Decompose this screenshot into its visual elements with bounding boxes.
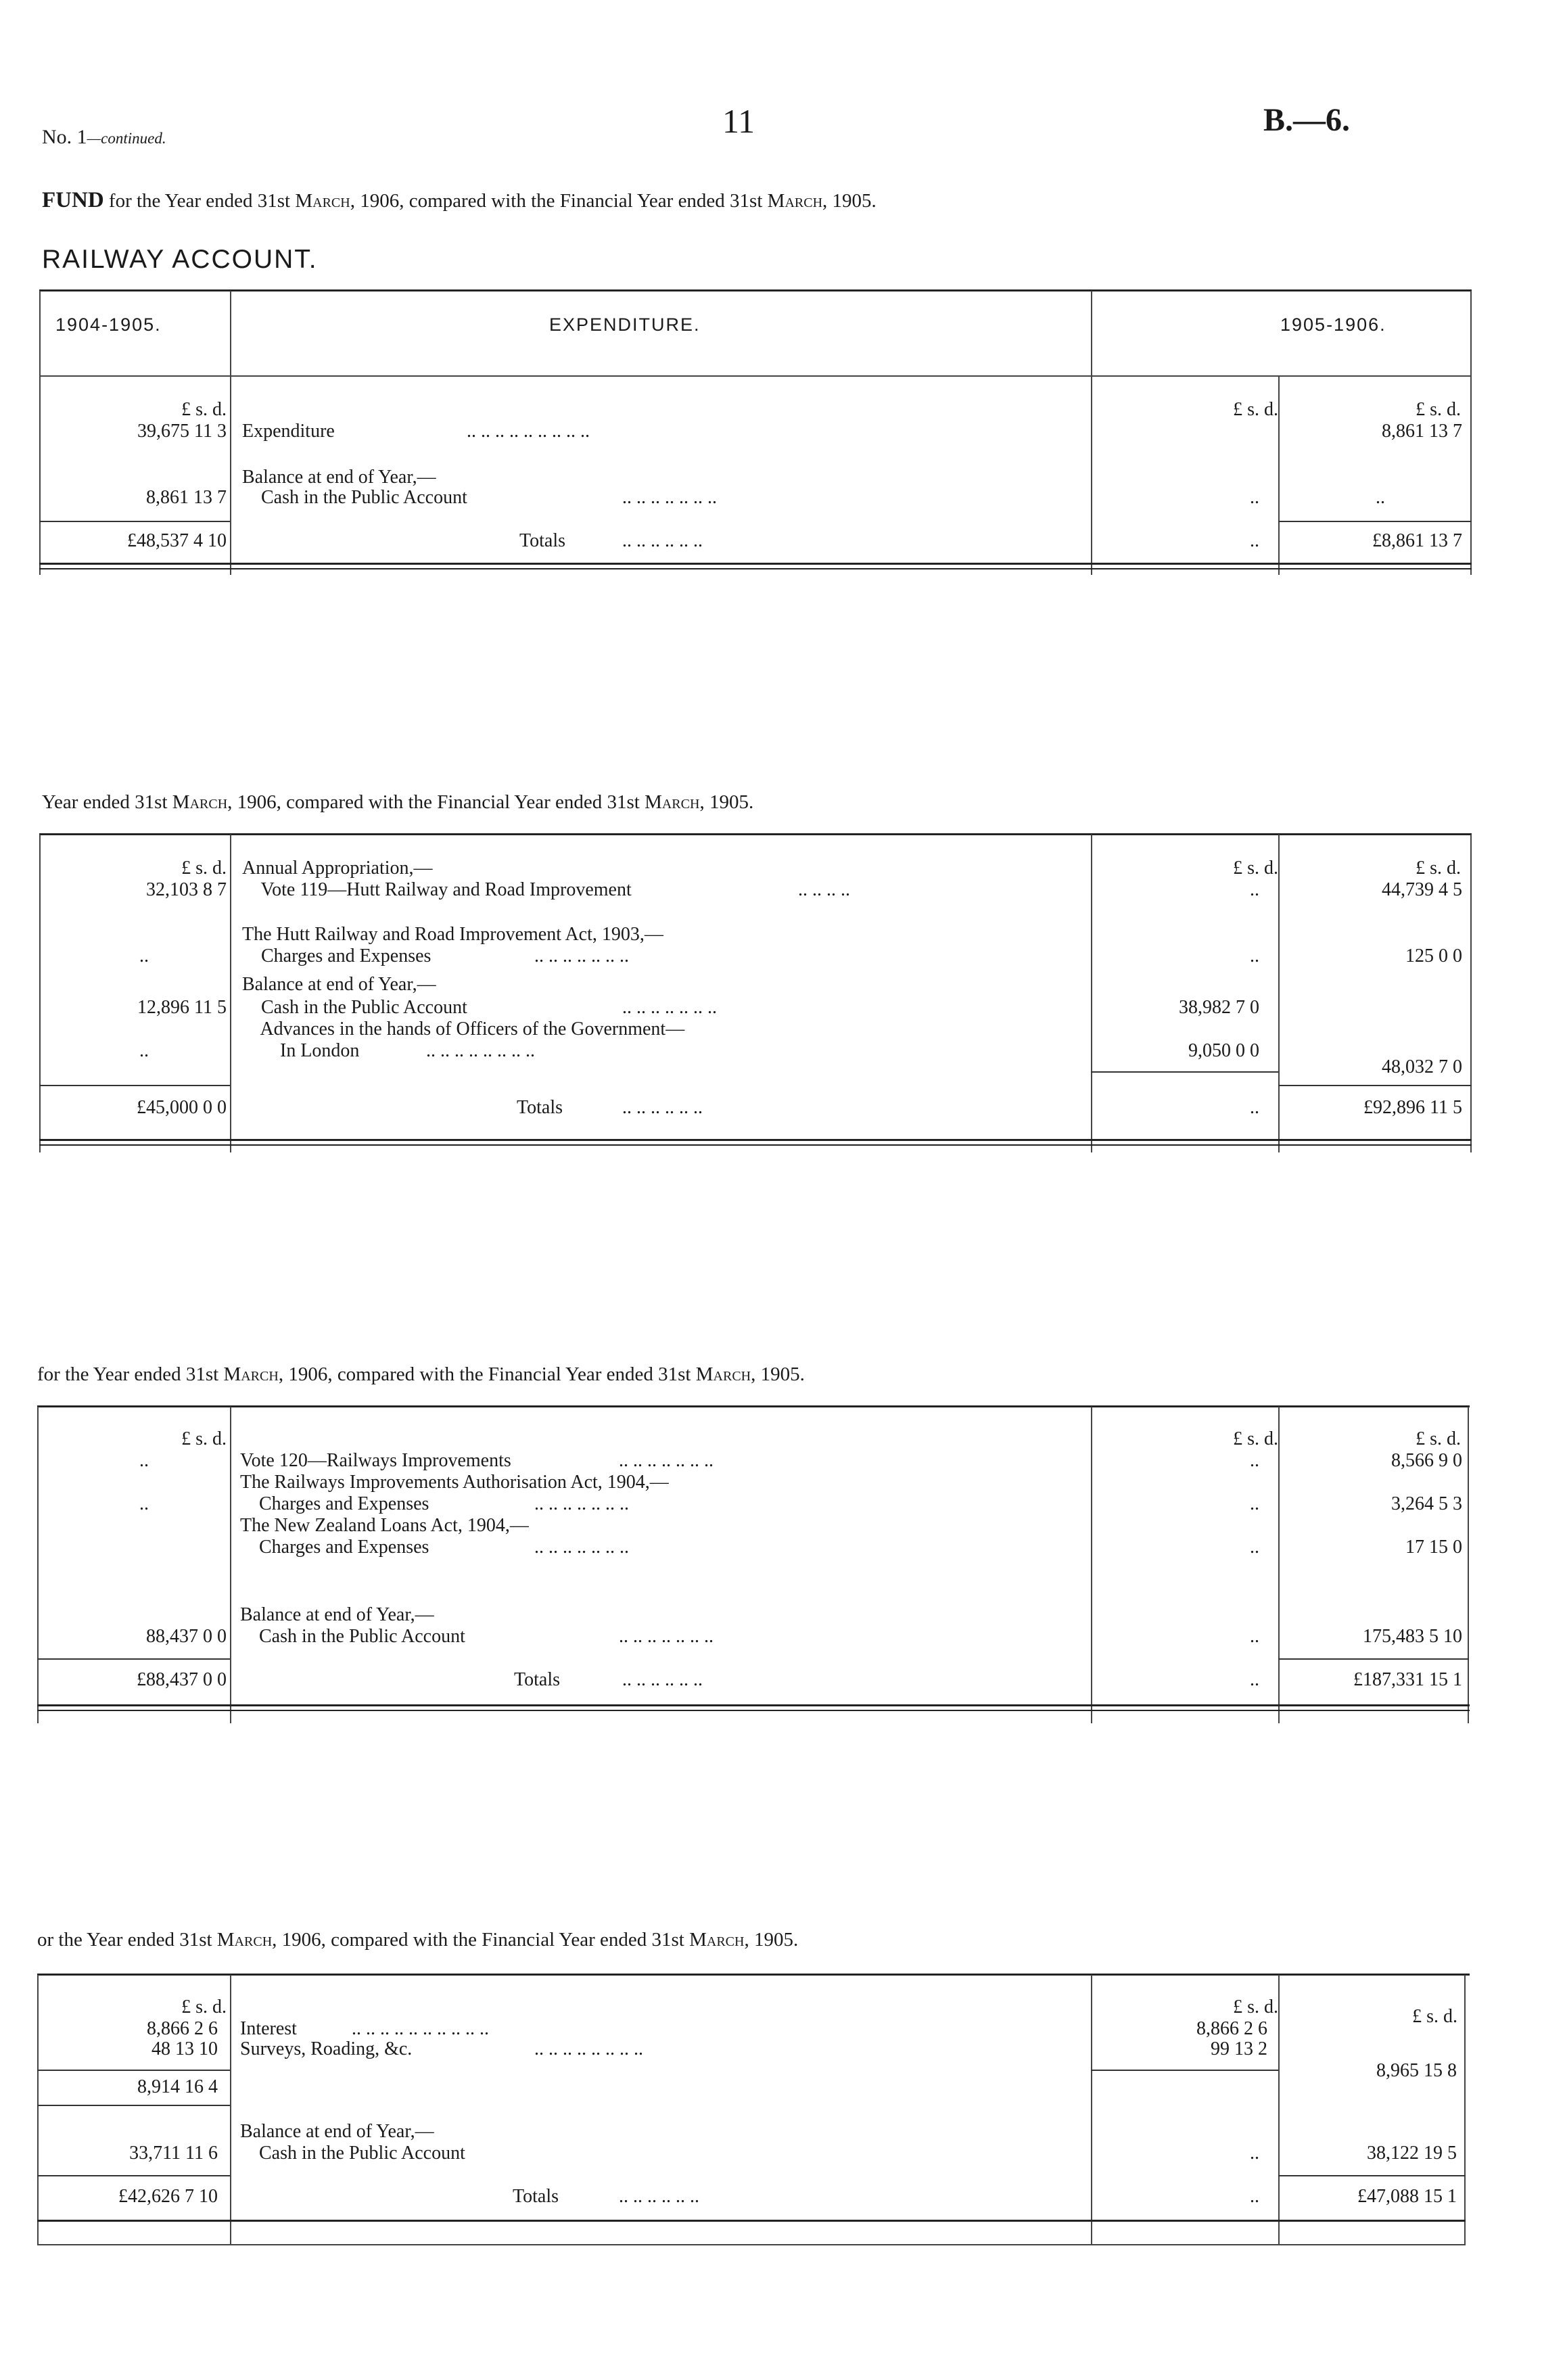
amount-mid: 9,050 0 0: [1188, 1040, 1259, 1061]
total-1906: £187,331 15 1: [1353, 1669, 1462, 1690]
amount-1906: 8,566 9 0: [1391, 1450, 1462, 1471]
column-header-expenditure: EXPENDITURE.: [549, 314, 701, 335]
column-divider: [1278, 1975, 1280, 2245]
leader-dots: .. .. .. .. .. .. .. .. ..: [467, 421, 590, 442]
column-divider: [1278, 1407, 1280, 1723]
totals-label: Totals: [517, 1097, 563, 1118]
totals-label: Totals: [514, 1669, 561, 1690]
row-label: Vote 120—Railways Improvements: [240, 1450, 511, 1471]
title-month: March: [216, 1929, 273, 1951]
paper-code: B.—6.: [1263, 102, 1351, 138]
row-label: Cash in the Public Account: [242, 487, 467, 508]
title-text: for the Year ended 31st: [37, 1363, 224, 1385]
table-rule: [1278, 2175, 1466, 2176]
total-1905: £48,537 4 10: [127, 530, 227, 551]
table-rule: [39, 568, 1472, 569]
amount-1905: 33,711 11 6: [129, 2143, 218, 2164]
row-label: Charges and Expenses: [242, 946, 431, 966]
leader-dots: .. .. .. .. .. .. ..: [622, 997, 717, 1018]
title-text: , 1906, compared with the Financial Year ended 31st: [278, 1363, 696, 1385]
units-label: £ s. d.: [1233, 1997, 1278, 2017]
table-rule: [39, 521, 230, 522]
column-divider: [1091, 291, 1092, 575]
amount-1906: 8,861 13 7: [1382, 421, 1462, 442]
table-rule: [37, 1704, 1470, 1706]
amount-mid: ..: [1250, 487, 1259, 508]
leader-dots: .. .. .. .. .. .. .. ..: [534, 2038, 643, 2059]
row-label: Charges and Expenses: [240, 1537, 429, 1558]
table-rule: [39, 1085, 230, 1086]
page-number: 11: [722, 102, 755, 140]
title-text: Year ended 31st: [42, 791, 172, 813]
amount-1906: 8,965 15 8: [1376, 2060, 1457, 2081]
amount-mid: ..: [1250, 1097, 1259, 1118]
amount-1905: ..: [139, 1040, 149, 1061]
amount-1905: 48 13 10: [151, 2038, 218, 2059]
title-month: March: [295, 190, 350, 212]
table-rule: [37, 1974, 1470, 1976]
table-rule: [39, 833, 1472, 835]
leader-dots: .. .. .. .. .. .. ..: [534, 946, 629, 966]
row-label: Surveys, Roading, &c.: [240, 2038, 413, 2059]
table-rule: [37, 1405, 1470, 1407]
title-month: March: [695, 1363, 751, 1385]
row-label: Balance at end of Year,—: [240, 2121, 434, 2142]
amount-1906: 38,122 19 5: [1367, 2143, 1457, 2164]
continued-heading: [42, 126, 166, 149]
units-label: £ s. d.: [181, 858, 227, 879]
column-divider: [230, 291, 231, 575]
amount-1905: 12,896 11 5: [137, 997, 227, 1018]
units-label: £ s. d.: [1233, 1428, 1278, 1449]
amount-1905: ..: [139, 1450, 149, 1471]
row-label: Charges and Expenses: [240, 1493, 429, 1514]
amount-1906: 175,483 5 10: [1363, 1626, 1462, 1647]
total-1905: £42,626 7 10: [118, 2186, 218, 2207]
table-rule: [37, 2070, 230, 2071]
leader-dots: .. .. .. .. .. .. .. ..: [426, 1040, 535, 1061]
leader-dots: .. .. .. .. .. .. ..: [619, 1626, 714, 1647]
column-header-1904-1905: 1904-1905.: [55, 314, 162, 335]
table-rule: [39, 1144, 1472, 1146]
amount-mid: ..: [1250, 530, 1259, 551]
units-label: £ s. d.: [1233, 858, 1278, 879]
amount-1905: ..: [139, 946, 149, 966]
leader-dots: .. .. .. .. .. .. ..: [622, 487, 717, 508]
row-label: Vote 119—Hutt Railway and Road Improvement: [242, 879, 632, 900]
column-divider: [1470, 835, 1472, 1152]
amount-1905: ..: [139, 1493, 149, 1514]
row-label: Annual Appropriation,—: [242, 858, 433, 879]
title-month: March: [689, 1929, 745, 1951]
table-rule: [37, 1658, 230, 1660]
amount-1905: 88,437 0 0: [146, 1626, 227, 1647]
table-rule: [39, 1139, 1472, 1141]
amount-1906: 3,264 5 3: [1391, 1493, 1462, 1514]
column-divider: [1091, 1975, 1092, 2245]
amount-mid: ..: [1250, 946, 1259, 966]
column-header-1905-1906: 1905-1906.: [1280, 314, 1386, 335]
fund-word: FUND: [42, 188, 104, 212]
total-1905: £88,437 0 0: [137, 1669, 227, 1690]
section-title: [42, 791, 753, 814]
amount-mid: ..: [1250, 1450, 1259, 1471]
amount-1905: 8,914 16 4: [137, 2076, 218, 2097]
table-rule: [37, 2244, 1466, 2245]
amount-mid: 8,866 2 6: [1196, 2018, 1267, 2039]
row-label: In London: [242, 1040, 360, 1061]
table-rule: [37, 2175, 230, 2176]
row-label: Interest: [240, 2018, 297, 2039]
units-label: £ s. d.: [1416, 399, 1461, 420]
title-text: , 1905.: [744, 1929, 799, 1951]
units-label: £ s. d.: [181, 399, 227, 420]
units-label: £ s. d.: [1416, 858, 1461, 879]
document-number: No. 1: [42, 126, 87, 148]
amount-1906: 44,739 4 5: [1382, 879, 1462, 900]
leader-dots: .. .. .. .. .. .. ..: [534, 1493, 629, 1514]
column-divider: [1091, 835, 1092, 1152]
table-rule: [39, 563, 1472, 565]
amount-1905: 8,866 2 6: [147, 2018, 218, 2039]
totals-label: Totals: [513, 2186, 559, 2207]
column-divider: [1091, 1407, 1092, 1723]
fund-title: [42, 188, 877, 213]
table-rule: [39, 289, 1472, 291]
leader-dots: .. .. .. .. .. .. .. .. .. ..: [352, 2018, 489, 2039]
row-label: Cash in the Public Account: [240, 2143, 465, 2164]
units-label: £ s. d.: [181, 1997, 227, 2017]
column-divider: [1470, 291, 1472, 575]
title-text: , 1905.: [751, 1363, 805, 1385]
column-divider: [230, 1407, 231, 1723]
table-rule: [1278, 521, 1472, 522]
amount-1906: 17 15 0: [1405, 1537, 1462, 1558]
table-rule: [39, 375, 1472, 377]
title-text: for the Year ended 31st: [103, 190, 296, 212]
amount-1905: 32,103 8 7: [146, 879, 227, 900]
amount-mid: ..: [1250, 2143, 1259, 2164]
leader-dots: .. .. .. .. .. ..: [622, 1669, 703, 1690]
row-label: Balance at end of Year,—: [242, 974, 436, 995]
table-rule: [37, 2105, 230, 2106]
leader-dots: .. .. .. .. .. ..: [622, 1097, 703, 1118]
title-text: or the Year ended 31st: [37, 1929, 217, 1951]
totals-label: Totals: [519, 530, 566, 551]
amount-1905: 39,675 11 3: [137, 421, 227, 442]
continued-label: —continued.: [87, 130, 166, 147]
account-title: RAILWAY ACCOUNT.: [42, 245, 318, 274]
row-label: Balance at end of Year,—: [240, 1604, 434, 1625]
column-divider: [1468, 1407, 1469, 1723]
table-rule: [1278, 1658, 1469, 1660]
column-divider: [1464, 1975, 1466, 2245]
units-label: £ s. d.: [1233, 399, 1278, 420]
column-divider: [230, 1975, 231, 2245]
leader-dots: .. .. .. .. .. ..: [619, 2186, 699, 2207]
amount-1906: 125 0 0: [1405, 946, 1462, 966]
total-1906: £47,088 15 1: [1357, 2186, 1457, 2207]
total-1906: £8,861 13 7: [1372, 530, 1462, 551]
row-label: Balance at end of Year,—: [242, 467, 436, 488]
column-divider: [37, 1975, 39, 2245]
title-text: , 1906, compared with the Financial Year ended 31st: [227, 791, 645, 813]
row-label: Cash in the Public Account: [242, 997, 467, 1018]
units-label: £ s. d.: [181, 1428, 227, 1449]
title-text: , 1905.: [822, 190, 877, 212]
title-month: March: [172, 791, 228, 813]
title-month: March: [645, 791, 700, 813]
amount-mid: 99 13 2: [1211, 2038, 1267, 2059]
amount-mid: ..: [1250, 1537, 1259, 1558]
units-label: £ s. d.: [1412, 2006, 1457, 2027]
row-label: The Railways Improvements Authorisation Act, 1904,—: [240, 1472, 669, 1493]
column-divider: [37, 1407, 39, 1723]
total-1905: £45,000 0 0: [137, 1097, 227, 1118]
table-rule: [1091, 2070, 1278, 2071]
column-divider: [1278, 835, 1280, 1152]
table-rule: [1091, 1071, 1278, 1073]
title-text: , 1905.: [699, 791, 754, 813]
title-text: , 1906, compared with the Financial Year ended 31st: [272, 1929, 690, 1951]
row-label: Cash in the Public Account: [240, 1626, 465, 1647]
row-label: The Hutt Railway and Road Improvement Act, 1903,—: [242, 924, 663, 945]
amount-mid: ..: [1250, 1626, 1259, 1647]
section-title: [37, 1363, 805, 1386]
column-divider: [1278, 375, 1280, 575]
table-rule: [37, 1710, 1470, 1711]
section-title: [37, 1929, 798, 1951]
amount-1906: ..: [1376, 487, 1385, 508]
amount-mid: ..: [1250, 879, 1259, 900]
amount-mid: ..: [1250, 1669, 1259, 1690]
leader-dots: .. .. .. .. .. ..: [622, 530, 703, 551]
title-month: March: [223, 1363, 279, 1385]
leader-dots: .. .. .. ..: [798, 879, 850, 900]
title-month: March: [767, 190, 823, 212]
row-label: Advances in the hands of Officers of the Government—: [242, 1019, 685, 1040]
title-text: , 1906, compared with the Financial Year ended 31st: [350, 190, 768, 212]
leader-dots: .. .. .. .. .. .. ..: [619, 1450, 714, 1471]
row-label: Expenditure: [242, 421, 335, 442]
amount-1906: 48,032 7 0: [1382, 1056, 1462, 1077]
row-label: The New Zealand Loans Act, 1904,—: [240, 1515, 529, 1536]
amount-mid: 38,982 7 0: [1179, 997, 1259, 1018]
column-divider: [230, 835, 231, 1152]
amount-mid: ..: [1250, 1493, 1259, 1514]
leader-dots: .. .. .. .. .. .. ..: [534, 1537, 629, 1558]
table-rule: [37, 2220, 1466, 2222]
units-label: £ s. d.: [1416, 1428, 1461, 1449]
table-rule: [1278, 1085, 1472, 1086]
amount-1905: 8,861 13 7: [146, 487, 227, 508]
total-1906: £92,896 11 5: [1363, 1097, 1462, 1118]
amount-mid: ..: [1250, 2186, 1259, 2207]
